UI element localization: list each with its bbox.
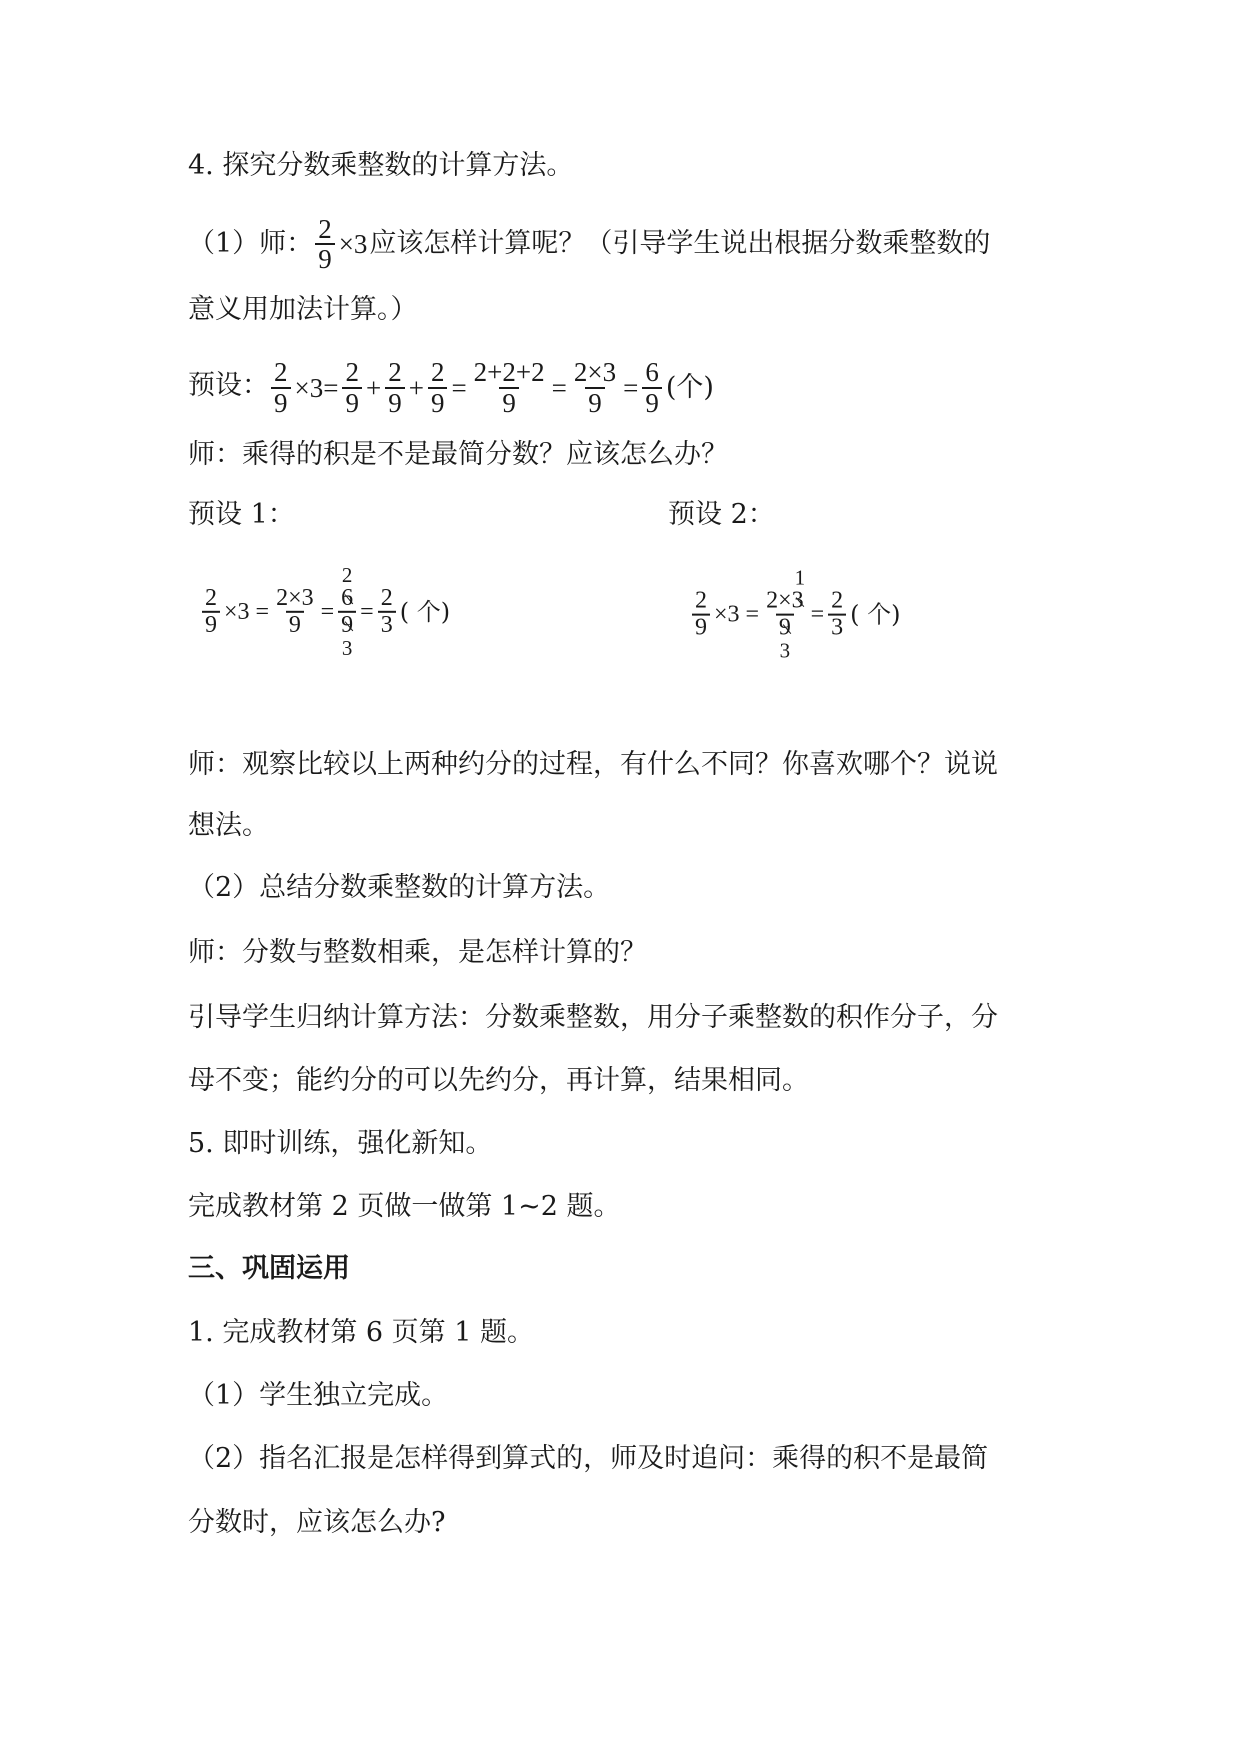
operator: ×3 = <box>714 601 760 628</box>
fraction: $\frac{2}{9}$ <box>342 358 362 417</box>
equals: = <box>810 601 825 628</box>
practice-1-step-1: （1）学生独立完成。 <box>188 1380 449 1411</box>
method-summary-cont: 母不变；能约分的可以先约分，再计算，结果相同。 <box>188 1065 809 1096</box>
teacher-question-2: 师：乘得的积是不是最简分数？应该怎么办？ <box>188 439 728 470</box>
fraction-result: $\frac{2}{3}$ <box>828 589 846 641</box>
method-summary: 引导学生归纳计算方法：分数乘整数，用分子乘整数的积作分子，分 <box>188 1002 998 1033</box>
cancelled-fraction: 1 $\frac{2\times 3}{9}$ 3 <box>766 565 806 663</box>
plus: + <box>365 372 382 403</box>
fraction: $\frac{2\times 3}{9}$ <box>276 584 314 638</box>
preset-2-label: 预设 2： <box>668 499 775 530</box>
question-prefix: （1）师： <box>188 227 314 259</box>
cancelled-fraction <box>338 562 356 661</box>
question-continuation: 意义用加法计算。） <box>188 294 418 325</box>
unit: ( 个) <box>850 600 901 629</box>
fraction: $\frac{2}{9}$ <box>692 589 710 641</box>
step-4-heading: 4. 探究分数乘整数的计算方法。 <box>188 150 574 181</box>
reduced-numerator: 2 <box>341 562 353 587</box>
equals: = <box>551 372 567 403</box>
equals: = <box>320 599 335 625</box>
operator: ×3= <box>294 372 339 403</box>
equals: = <box>360 599 374 625</box>
fraction: $\frac{2}{9}$ <box>428 358 448 417</box>
cancelled-numerator: 3 <box>791 587 804 614</box>
fraction: $\frac{2}{9}$ <box>271 358 291 417</box>
preset-1-label: 预设 1： <box>188 499 295 530</box>
equals: = <box>451 372 467 403</box>
practice-1-step-2: （2）指名汇报是怎样得到算式的，师及时追问：乘得的积不是最简 <box>188 1443 989 1474</box>
reduced-denominator: 3 <box>779 639 791 663</box>
preset-1-equation <box>200 562 452 661</box>
teacher-question-3: 师：分数与整数相乘，是怎样计算的？ <box>188 937 647 968</box>
preset-2-equation <box>690 565 903 663</box>
section-3-heading: 三、巩固运用 <box>188 1253 350 1284</box>
unit: ( 个) <box>399 598 451 626</box>
exercise-instruction: 完成教材第 2 页做一做第 1~2 题。 <box>188 1191 621 1222</box>
fraction-product: $\frac{2\times 3}{9}$ <box>573 357 617 418</box>
teacher-comparison: 师：观察比较以上两种约分的过程，有什么不同？你喜欢哪个？说说 <box>188 749 998 780</box>
practice-1: 1. 完成教材第 6 页第 1 题。 <box>188 1317 535 1348</box>
preset-addition-equation <box>188 355 716 418</box>
fraction-sum: $\frac{2+2+2}{9}$ <box>473 357 545 418</box>
step-5-heading: 5. 即时训练，强化新知。 <box>188 1128 493 1159</box>
times-3: ×3 <box>338 229 368 260</box>
reduced-denominator: 3 <box>341 636 353 661</box>
cancelled-denominator: 9 <box>341 612 354 638</box>
unit: (个) <box>665 371 714 403</box>
question-suffix: 应该怎样计算呢？（引导学生说出根据分数乘整数的 <box>369 227 991 259</box>
cancelled-numerator: 6 <box>341 584 354 611</box>
fraction-2-9: $\frac{2}{9}$ <box>315 215 335 274</box>
equals: = <box>623 372 639 403</box>
plus: + <box>408 372 424 403</box>
teacher-comparison-cont: 想法。 <box>188 810 269 841</box>
operator: ×3 = <box>224 599 270 625</box>
summary-heading: （2）总结分数乘整数的计算方法。 <box>188 872 611 903</box>
practice-1-step-2-cont: 分数时，应该怎么办? <box>188 1507 446 1538</box>
teacher-question-1 <box>188 215 990 274</box>
fraction-result: $\frac{6}{9}$ <box>642 358 662 417</box>
fraction-result: $\frac{2}{3}$ <box>378 586 396 638</box>
cancelled-denominator: 9 <box>778 614 791 641</box>
reduced-numerator: 1 <box>794 565 806 590</box>
fraction: $\frac{2}{9}$ <box>385 358 405 417</box>
preset-label: 预设： <box>188 370 269 401</box>
fraction: $\frac{2}{9}$ <box>202 586 220 638</box>
